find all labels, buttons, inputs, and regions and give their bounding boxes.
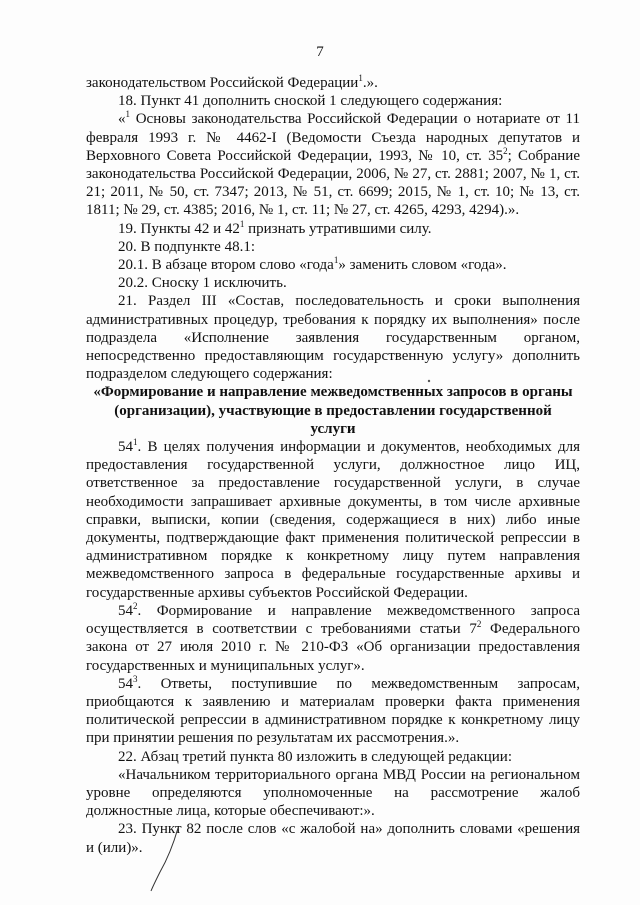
paragraph-item-54-3: [86, 675, 580, 748]
paragraph-text: . Формирование и направление межведомственного запроса осуществляется в соответствии с требованиями статьи 7: [86, 602, 580, 638]
paragraph-text: признать утратившими силу.: [244, 220, 432, 237]
paragraph-text: 54: [118, 602, 133, 619]
paragraph-text: 19. Пункты 42 и 42: [118, 220, 240, 237]
footnote-mark: 1: [239, 218, 245, 229]
paragraph-item-20-1: [86, 256, 580, 274]
footnote-mark: 2: [476, 619, 482, 630]
section-heading: «Формирование и направление межведомственных запросов в органы (организации), участвующие в предоставлении государственной услуги: [93, 384, 573, 437]
paragraph-text: Федерального закона от 27 июля 2010 г. № 210-ФЗ «Об организации предоставления государственных и муниципальных услуг».: [86, 621, 580, 674]
paragraph-text: «: [118, 111, 126, 128]
footnote-mark: 1: [333, 255, 339, 266]
footnote-mark: 2: [503, 145, 508, 156]
footnote-mark: 2: [133, 600, 138, 611]
paragraph-item-54-1: [86, 438, 580, 602]
paragraph-footnote-text: [86, 110, 580, 219]
paragraph-text: .».: [362, 75, 378, 91]
paragraph-item-18: 18. Пункт 41 дополнить сноской 1 следующего содержания:: [118, 93, 503, 110]
paragraph-text: 54: [118, 675, 133, 692]
paragraph-quote-80: «Начальником территориального органа МВД России на региональном уровне определяются уполномоченные на рассмотрение жалоб должностные лица, которые обеспечивают:».: [86, 766, 580, 820]
paragraph-text: законодательством Российской Федерации: [86, 75, 359, 91]
paragraph-text: Основы законодательства Российской Федерации о нотариате от 11 февраля 1993 г. № 4462-I (Ведомости Съезда народных депутатов и Верховного Совета Российской Федерации, 1993, № 10, ст. 35: [86, 111, 580, 164]
paragraph-text: . В целях получения информации и документов, необходимых для предоставления государственной услуги, должностное лицо ИЦ, ответственное за предоставление государственной услуги, в случае необходимости запрашивает архивные документы, в том числе архивные справки, выписки, копии (сведения, содержащиеся в них) либо иные документы, подтверждающие факт применения политической репрессии в административном порядке к конкретному лицу путем направления межведомственного запроса в федеральные государственные архивы и государственные архивы субъектов Российской Федерации.: [86, 439, 580, 601]
paragraph-item-54-2: [86, 602, 580, 675]
paragraph-item-20: 20. В подпункте 48.1:: [118, 238, 256, 255]
paragraph-continuation: [86, 74, 580, 92]
paragraph-item-19: [86, 220, 580, 238]
footnote-mark: 1: [358, 73, 363, 83]
paragraph-text: ; Собрание законодательства Российской Федерации, 2006, № 27, ст. 2881; 2007, № 1, ст. 21; 2011, № 50, ст. 7347; 2013, № 51, ст. 6699; 2015, № 1, ст. 10; № 13, ст. 1811; № 29, ст. 4385; 2016, № 1, ст. 11; № 27, ст. 4265, 4293, 4294).».: [86, 147, 580, 219]
paragraph-text: 54: [118, 439, 133, 456]
footnote-mark: 1: [125, 109, 130, 120]
page-number: 7: [316, 44, 324, 60]
footnote-mark: 3: [133, 673, 138, 684]
paragraph-text: . Ответы, поступившие по межведомственным запросам, приобщаются к заявлению и материалам проверки факта применения политической репрессии в административном порядке к конкретному лицу при принятии решения по результатам их рассмотрения.».: [86, 675, 580, 747]
paragraph-text: » заменить словом «года».: [338, 257, 507, 274]
paragraph-item-23: 23. Пункт 82 после слов «с жалобой на» дополнить словами «решения и (или)».: [86, 821, 580, 856]
footnote-mark: 1: [133, 437, 138, 448]
document-body: [86, 74, 580, 857]
paragraph-item-21: 21. Раздел III «Состав, последовательность и сроки выполнения административных процедур, требования к порядку их выполнения» после подраздела «Исполнение заявления государственным органом, непосредственно предоставляющим государственную услугу» дополнить подразделом следующего содержания:: [86, 293, 580, 383]
paragraph-text: 20.1. В абзаце втором слово «года: [118, 257, 334, 274]
paragraph-item-20-2: 20.2. Сноску 1 исключить.: [118, 275, 287, 292]
paragraph-item-22: 22. Абзац третий пункта 80 изложить в следующей редакции:: [118, 748, 513, 765]
